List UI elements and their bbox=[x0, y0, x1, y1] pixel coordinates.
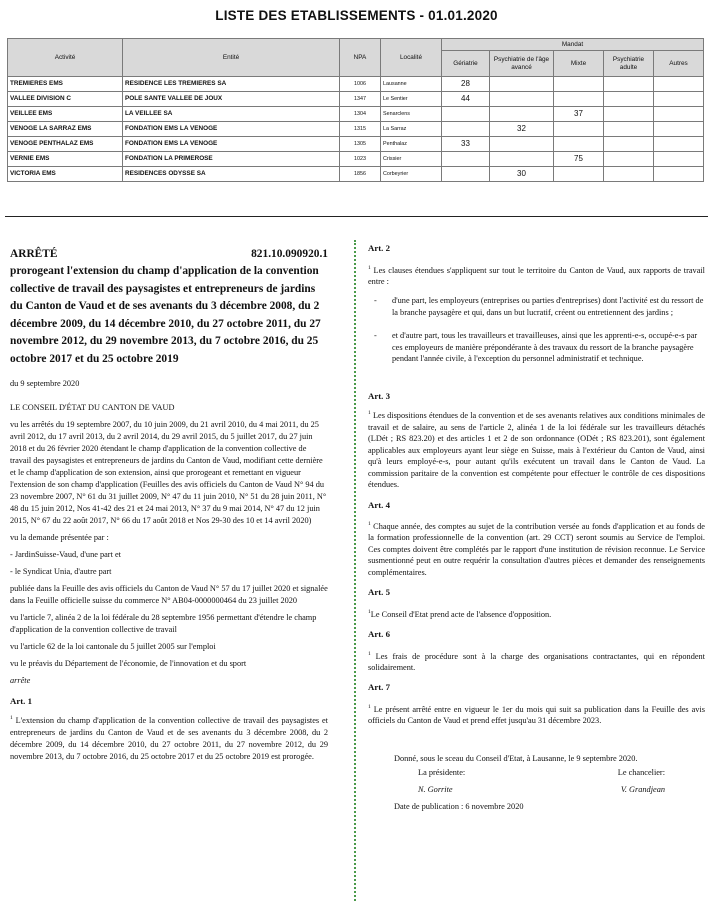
col-header-geriatrie: Gériatrie bbox=[442, 51, 490, 77]
cell-mixte: 37 bbox=[554, 107, 604, 122]
table-row bbox=[8, 137, 704, 152]
donne-line: Donné, sous le sceau du Conseil d'Etat, à Lausanne, le 9 septembre 2020. bbox=[394, 753, 638, 763]
cell-npa: 1023 bbox=[340, 152, 381, 167]
cell-localite: Lausanne bbox=[381, 77, 442, 92]
art6-paragraph bbox=[368, 649, 705, 674]
arrete-header bbox=[10, 248, 328, 260]
art6-text: Les frais de procédure sont à la charge des organisations contractantes, qui en répondent solidairement. bbox=[368, 651, 705, 672]
cell-psy-adulte bbox=[604, 107, 654, 122]
right-column bbox=[368, 243, 705, 813]
art4-paragraph bbox=[368, 519, 705, 578]
table-row bbox=[8, 92, 704, 107]
cell-psy-adulte bbox=[604, 77, 654, 92]
conseil-label: LE CONSEIL D'ÉTAT DU CANTON DE VAUD bbox=[10, 403, 175, 412]
art2-item-1: - d'une part, les employeurs (entreprises ou parties d'entreprises) dont l'activité est du ressort de la branche paysagère et qui, dans un but lucratif, créent ou entretiennent des jardins ; bbox=[368, 295, 705, 318]
cell-localite: Penthalaz bbox=[381, 137, 442, 152]
alinea-mark: 1 bbox=[368, 608, 371, 615]
cell-entite: FONDATION EMS LA VENOGE bbox=[123, 137, 340, 152]
cell-geriatrie: 28 bbox=[442, 77, 490, 92]
cell-autres bbox=[654, 137, 704, 152]
arrete-number: 821.10.090920.1 bbox=[251, 248, 328, 260]
col-header-entite: Entité bbox=[123, 39, 340, 77]
col-header-psy-adulte: Psychiatrie adulte bbox=[604, 51, 654, 77]
cell-psy-age bbox=[490, 152, 554, 167]
cell-autres bbox=[654, 107, 704, 122]
cell-entite: FONDATION EMS LA VENOGE bbox=[123, 122, 340, 137]
cell-psy-adulte bbox=[604, 137, 654, 152]
publication-date: Date de publication : 6 novembre 2020 bbox=[394, 802, 524, 812]
cell-npa: 1006 bbox=[340, 77, 381, 92]
cell-localite: Senarclens bbox=[381, 107, 442, 122]
cell-mixte bbox=[554, 167, 604, 182]
cell-psy-age bbox=[490, 137, 554, 152]
cell-psy-age: 30 bbox=[490, 167, 554, 182]
art1-text: L'extension du champ d'application de la convention collective de travail des paysagistes et entrepreneurs de jardins du Canton de Vaud et de ses avenants du 3 décembre 2008, du 2 décembre 2009, du 14 décembre 2010, du 27 octobre 2011, du 27 novembre 2012, du 29 novembre 2013, du 7 octobre 2016, du 25 octobre 2017 et du 25 octobre 2019 est prorogée. bbox=[10, 715, 328, 761]
cell-geriatrie bbox=[442, 122, 490, 137]
cell-autres bbox=[654, 92, 704, 107]
alinea-mark: 1 bbox=[368, 264, 371, 271]
arrete-date: du 9 septembre 2020 bbox=[10, 379, 80, 388]
chancelier-label: Le chancelier: bbox=[617, 768, 665, 778]
cell-autres bbox=[654, 167, 704, 182]
cell-activite: VENOGE LA SARRAZ EMS bbox=[8, 122, 123, 137]
cell-localite: La Sarraz bbox=[381, 122, 442, 137]
cell-npa: 1347 bbox=[340, 92, 381, 107]
considerant-5: vu l'article 62 de la loi cantonale du 5 juillet 2005 sur l'emploi bbox=[10, 642, 216, 651]
art3-text: Les dispositions étendues de la convention et de ses avenants relatives aux conditions minimales de travail et de salaire, au sens de l'article 2, alinéa 1 de la loi fédérale sur les travailleurs détachés (LDét ; RS 823.20) et des articles 1 et 2 de son ordonnance (ODét ; RS 823.201), sont également applicables aux employeurs ayant leur siège en Suisse, mais à l'extérieur du Canton de Vaud, ainsi qu'à leurs employé-e-s, pour autant qu'ils exécutent un travail dans le Canton de Vaud. La commission paritaire de la convention est compétente pour effectuer le contrôle de ces dispositions étendues. bbox=[368, 411, 705, 490]
presidente-name: N. Gorrite bbox=[418, 784, 453, 794]
cell-mixte: 75 bbox=[554, 152, 604, 167]
col-header-mandat: Mandat bbox=[442, 39, 704, 51]
alinea-mark: 1 bbox=[10, 715, 13, 721]
cell-geriatrie bbox=[442, 167, 490, 182]
considerant-3: publiée dans la Feuille des avis officiels du Canton de Vaud N° 57 du 17 juillet 2020 et signalée dans la Feuille officielle suisse du commerce N° AB04-0000000464 du 23 juillet 2020 bbox=[10, 584, 328, 605]
cell-npa: 1305 bbox=[340, 137, 381, 152]
signature-names bbox=[368, 784, 705, 796]
chancelier-name: V. Grandjean bbox=[620, 784, 665, 794]
table-row bbox=[8, 122, 704, 137]
art7-paragraph bbox=[368, 702, 705, 727]
presidente-label: La présidente: bbox=[418, 768, 466, 778]
cell-activite: VEILLEE EMS bbox=[8, 107, 123, 122]
cell-geriatrie bbox=[442, 152, 490, 167]
cell-geriatrie: 33 bbox=[442, 137, 490, 152]
table-row bbox=[8, 107, 704, 122]
art2-list bbox=[368, 295, 705, 365]
cell-psy-age: 32 bbox=[490, 122, 554, 137]
considerant-2: vu la demande présentée par : bbox=[10, 533, 109, 542]
cell-activite: VALLEE DIVISION C bbox=[8, 92, 123, 107]
cell-autres bbox=[654, 122, 704, 137]
section-separator bbox=[5, 216, 708, 217]
cell-psy-age bbox=[490, 77, 554, 92]
cell-npa: 1856 bbox=[340, 167, 381, 182]
col-header-activite: Activité bbox=[8, 39, 123, 77]
cell-psy-adulte bbox=[604, 167, 654, 182]
column-divider bbox=[354, 240, 356, 901]
cell-psy-adulte bbox=[604, 92, 654, 107]
art4-title: Art. 4 bbox=[368, 499, 390, 510]
art1-paragraph bbox=[10, 712, 328, 763]
table-row bbox=[8, 77, 704, 92]
establishments-table bbox=[7, 38, 704, 182]
list-title: LISTE DES ETABLISSEMENTS - 01.01.2020 bbox=[215, 8, 498, 23]
cell-mixte bbox=[554, 137, 604, 152]
cell-localite: Crissier bbox=[381, 152, 442, 167]
cell-mixte bbox=[554, 122, 604, 137]
cell-activite: VICTORIA EMS bbox=[8, 167, 123, 182]
cell-psy-adulte bbox=[604, 122, 654, 137]
cell-mixte bbox=[554, 92, 604, 107]
cell-psy-adulte bbox=[604, 152, 654, 167]
art4-text: Chaque année, des comptes au sujet de la contribution versée au fonds d'application et au fonds de la formation professionnelle de la convention (art. 29 CCT) seront soumis au Service de l'emploi. Ces comptes doivent être complétés par le rapport d'une institution de révision reconnue. Le Service susmentionné peut en outre requérir la consultation d'autres pièces et demander des renseignements complémentaires. bbox=[368, 521, 705, 577]
considerant-party-2: - le Syndicat Unia, d'autre part bbox=[10, 567, 112, 576]
cell-entite: POLE SANTE VALLEE DE JOUX bbox=[123, 92, 340, 107]
considerant-6: vu le préavis du Département de l'économie, de l'innovation et du sport bbox=[10, 659, 247, 668]
table-row bbox=[8, 152, 704, 167]
left-column bbox=[10, 248, 328, 763]
cell-entite: LA VEILLEE SA bbox=[123, 107, 340, 122]
alinea-mark: 1 bbox=[368, 703, 371, 710]
col-header-npa: NPA bbox=[340, 39, 381, 77]
cell-geriatrie bbox=[442, 107, 490, 122]
table-row bbox=[8, 167, 704, 182]
art5-text: Le Conseil d'Etat prend acte de l'absence d'opposition. bbox=[370, 609, 552, 619]
art3-paragraph bbox=[368, 408, 705, 490]
cell-entite: RESIDENCES ODYSSE SA bbox=[123, 167, 340, 182]
arrete-label: ARRÊTÉ bbox=[10, 248, 58, 260]
cell-entite: FONDATION LA PRIMEROSE bbox=[123, 152, 340, 167]
arrete-verb: arrête bbox=[10, 676, 31, 685]
cell-autres bbox=[654, 77, 704, 92]
col-header-mixte: Mixte bbox=[554, 51, 604, 77]
art2-item-2: - et d'autre part, tous les travailleurs et travailleuses, ainsi que les apprenti-e-s, occupé-e-s par ces employeurs de manière prépondérante à des travaux du ressort de la branche paysagère pendant l'année civile, à l'exception du personnel administratif et technique. bbox=[368, 330, 705, 365]
arrete-heading: prorogeant l'extension du champ d'application de la convention collective de travail des paysagistes et entrepreneurs de jardins du Canton de Vaud et de ses avenants du 3 décembre 2008, du 2 décembre 2009, du 14 décembre 2010, du 27 octobre 2011, du 27 novembre 2012, du 29 novembre 2013, du 7 octobre 2016, du 25 octobre 2017 et du 25 octobre 2019 bbox=[10, 265, 321, 365]
cell-autres bbox=[654, 152, 704, 167]
cell-npa: 1315 bbox=[340, 122, 381, 137]
signature-labels bbox=[368, 767, 705, 779]
cell-psy-age bbox=[490, 92, 554, 107]
cell-activite: TREMIERES EMS bbox=[8, 77, 123, 92]
art3-title: Art. 3 bbox=[368, 390, 390, 401]
art1-title: Art. 1 bbox=[10, 696, 32, 706]
cell-activite: VENOGE PENTHALAZ EMS bbox=[8, 137, 123, 152]
cell-geriatrie: 44 bbox=[442, 92, 490, 107]
art6-title: Art. 6 bbox=[368, 629, 390, 640]
art7-title: Art. 7 bbox=[368, 682, 390, 693]
cell-localite: Le Sentier bbox=[381, 92, 442, 107]
alinea-mark: 1 bbox=[368, 521, 371, 528]
col-header-localite: Localité bbox=[381, 39, 442, 77]
cell-mixte bbox=[554, 77, 604, 92]
art2-paragraph bbox=[368, 263, 705, 288]
alinea-mark: 1 bbox=[368, 410, 371, 417]
cell-activite: VERNIE EMS bbox=[8, 152, 123, 167]
art2-title: Art. 2 bbox=[368, 243, 390, 253]
col-header-autres: Autres bbox=[654, 51, 704, 77]
considerant-1: vu les arrêtés du 19 septembre 2007, du 10 juin 2009, du 21 avril 2010, du 4 mai 2011, du 25 avril 2012, du 17 avril 2013, du 2 avril 2014, du 29 avril 2015, du 5 juillet 2017, du 27 juin 2018 et du 26 février 2020 étendant le champ d'application de la convention collective de travail des paysagistes et entrepreneurs de jardins du Canton de Vaud, modifiant cette dernière et le champ d'application de son extension, ainsi que prorogeant et remettant en vigueur l'extension de son champ d'application (Feuilles des avis officiels du Canton de Vaud N° 94 du 23 novembre 2007, N° 61 du 31 juillet 2009, N° 47 du 11 juin 2010, N° 51 du 28 juin 2011, N° 48 du 15 juin 2012, Nos 41-42 des 21 et 24 mai 2013, N° 37 du 9 mai 2014, N° 47 du 12 juin 2015, N° 67 du 22 août 2017, N° 66 du 17 août 2018 et Nos 29-30 des 10 et 14 avril 2020) bbox=[10, 420, 327, 525]
col-header-psy-age: Psychiatrie de l'âge avancé bbox=[490, 51, 554, 77]
cell-entite: RESIDENCE LES TREMIERES SA bbox=[123, 77, 340, 92]
art5-paragraph bbox=[368, 607, 705, 620]
alinea-mark: 1 bbox=[368, 650, 371, 657]
considerant-party-1: - JardinSuisse-Vaud, d'une part et bbox=[10, 550, 121, 559]
considerant-4: vu l'article 7, alinéa 2 de la loi fédérale du 28 septembre 1956 permettant d'étendre le champ d'application de la convention collective de travail bbox=[10, 613, 317, 634]
cell-psy-age bbox=[490, 107, 554, 122]
cell-npa: 1304 bbox=[340, 107, 381, 122]
art5-title: Art. 5 bbox=[368, 587, 390, 598]
art2-text: Les clauses étendues s'appliquent sur tout le territoire du Canton de Vaud, aux rapports de travail entre : bbox=[368, 265, 705, 286]
art7-text: Le présent arrêté entre en vigueur le 1er du mois qui suit sa publication dans la Feuille des avis officiels du Canton de Vaud et prend effet jusqu'au 31 décembre 2023. bbox=[368, 704, 705, 726]
cell-localite: Corbeyrier bbox=[381, 167, 442, 182]
